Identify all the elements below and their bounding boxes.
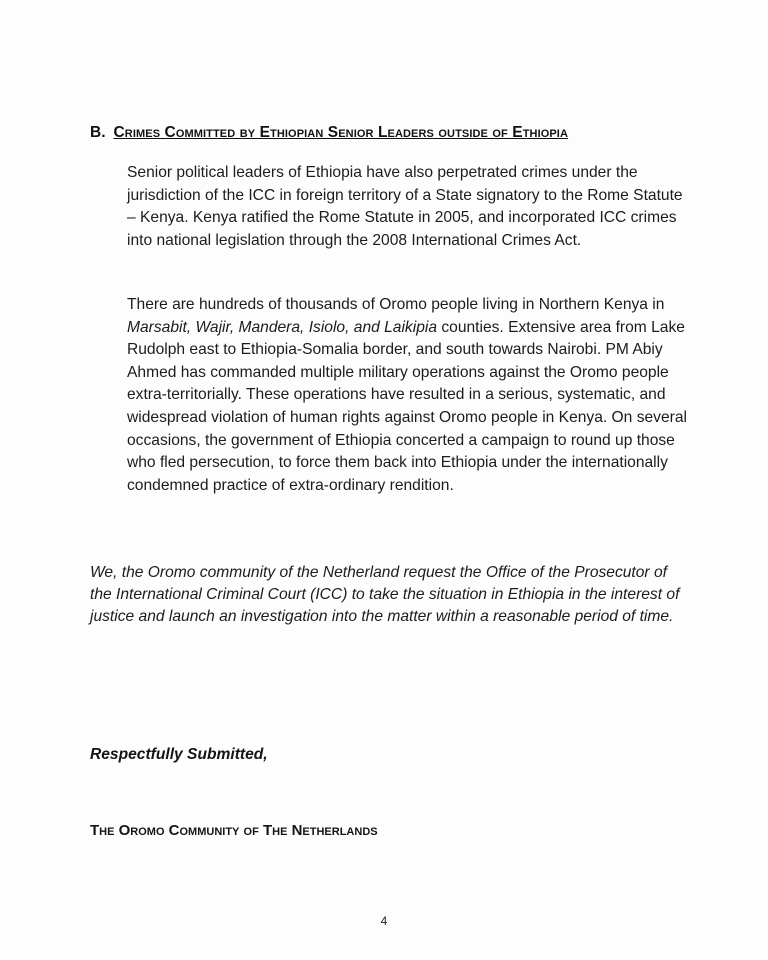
request-statement: We, the Oromo community of the Netherland request the Office of the Prosecutor of the International Criminal Court (ICC) to take the situation in Ethiopia in the interest of justice and launch an investigation into the matter within a reasonable period of time. — [90, 564, 680, 626]
section-letter: B. — [90, 124, 106, 141]
section-heading — [90, 124, 568, 142]
closing-line: Respectfully Submitted, — [90, 746, 268, 763]
signature-organization: The Oromo Community of The Netherlands — [90, 822, 378, 839]
section-title: Crimes Committed by Ethiopian Senior Leaders outside of Ethiopia — [113, 124, 569, 141]
paragraph-text-end: counties. Extensive area from Lake Rudolph east to Ethiopia-Somalia border, and south towards Nairobi. PM Abiy Ahmed has commanded multiple military operations against the Oromo people extra-territorially. These operations have resulted in a serious, systematic, and widespread violation of human rights against Oromo people in Kenya. On several occasions, the government of Ethiopia concerted a campaign to round up those who fled persecution, to force them back into Ethiopia under the internationally condemned practice of extra-ordinary rendition. — [127, 318, 687, 494]
counties-list: Marsabit, Wajir, Mandera, Isiolo, and Laikipia — [127, 318, 438, 336]
paragraph-oromo-kenya — [127, 294, 687, 497]
paragraph-icc-jurisdiction — [127, 162, 687, 252]
paragraph-text: Senior political leaders of Ethiopia have also perpetrated crimes under the jurisdiction of the ICC in foreign territory of a State signatory to the Rome Statute – Kenya. Kenya ratified the Rome Statute in 2005, and incorporated ICC crimes into national legislation through the 2008 International Crimes Act. — [127, 164, 683, 249]
page-number: 4 — [380, 914, 388, 928]
paragraph-text — [127, 294, 687, 497]
paragraph-text-start: There are hundreds of thousands of Oromo people living in Northern Kenya in — [127, 296, 665, 313]
